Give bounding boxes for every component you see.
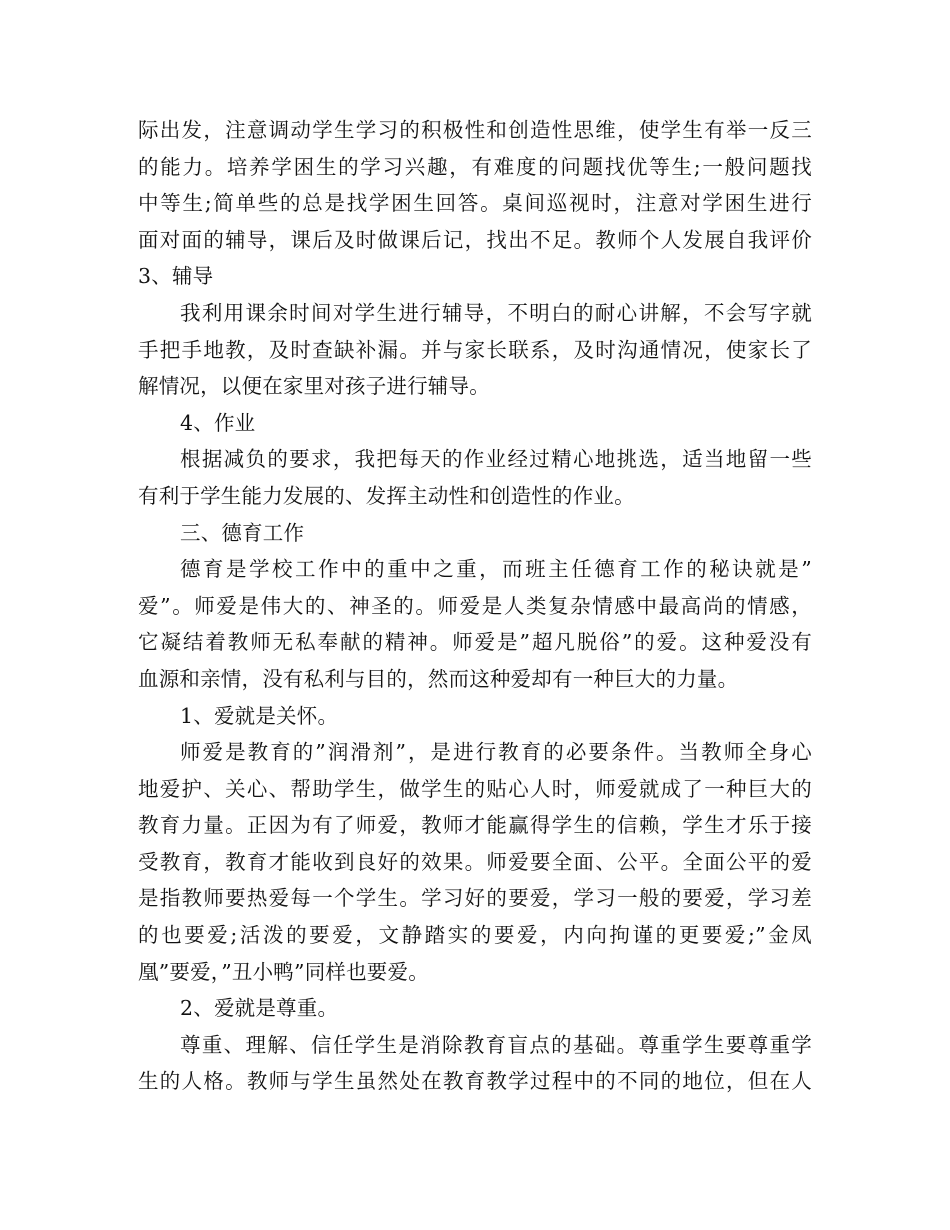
text-line: 爱”。师爱是伟大的、神圣的。师爱是人类复杂情感中最高尚的情感， <box>138 593 812 618</box>
text-line: 是指教师要热爱每一个学生。学习好的要爱，学习一般的要爱，学习差 <box>138 886 812 911</box>
document-page <box>138 112 812 1100</box>
text-line: 中等生;简单些的总是找学困生回答。桌间巡视时，注意对学困生进行 <box>138 191 812 216</box>
text-line: 的能力。培养学困生的学习兴趣，有难度的问题找优等生;一般问题找 <box>138 154 812 179</box>
text-line: 三、德育工作 <box>180 520 305 545</box>
text-line: 血源和亲情，没有私利与目的，然而这种爱却有一种巨大的力量。 <box>138 666 739 691</box>
text-line: 1、爱就是关怀。 <box>180 703 339 728</box>
text-line: 教育力量。正因为有了师爱，教师才能赢得学生的信赖，学生才乐于接 <box>138 813 812 838</box>
text-line: 有利于学生能力发展的、发挥主动性和创造性的作业。 <box>138 483 635 508</box>
text-line: 地爱护、关心、帮助学生，做学生的贴心人时，师爱就成了一种巨大的 <box>138 776 812 801</box>
text-line: 受教育，教育才能收到良好的效果。师爱要全面、公平。全面公平的爱 <box>138 849 812 874</box>
text-line: 根据减负的要求，我把每天的作业经过精心地挑选，适当地留一些 <box>180 447 812 472</box>
text-line: 我利用课余时间对学生进行辅导，不明白的耐心讲解，不会写字就 <box>180 300 812 325</box>
text-line: 面对面的辅导，课后及时做课后记，找出不足。教师个人发展自我评价 <box>138 227 812 252</box>
text-line: 师爱是教育的”润滑剂”，是进行教育的必要条件。当教师全身心 <box>180 740 812 765</box>
text-line: 的也要爱;活泼的要爱，文静踏实的要爱，内向拘谨的更要爱;”金凤 <box>138 923 812 948</box>
text-line: 德育是学校工作中的重中之重，而班主任德育工作的秘诀就是” <box>180 557 812 582</box>
text-line: 凰”要爱，”丑小鸭”同样也要爱。 <box>138 959 429 984</box>
text-line: 际出发，注意调动学生学习的积极性和创造性思维，使学生有举一反三 <box>138 118 812 142</box>
text-line: 2、爱就是尊重。 <box>180 996 339 1021</box>
text-line: 解情况，以便在家里对孩子进行辅导。 <box>138 374 490 399</box>
text-line: 手把手地教，及时查缺补漏。并与家长联系，及时沟通情况，使家长了 <box>138 337 812 362</box>
text-line: 尊重、理解、信任学生是消除教育盲点的基础。尊重学生要尊重学 <box>180 1032 812 1057</box>
text-line: 生的人格。教师与学生虽然处在教育教学过程中的不同的地位，但在人 <box>138 1069 812 1094</box>
text-line: 3、辅导 <box>138 264 214 289</box>
text-line: 4、作业 <box>180 410 256 435</box>
text-line: 它凝结着教师无私奉献的精神。师爱是”超凡脱俗”的爱。这种爱没有 <box>138 630 812 655</box>
